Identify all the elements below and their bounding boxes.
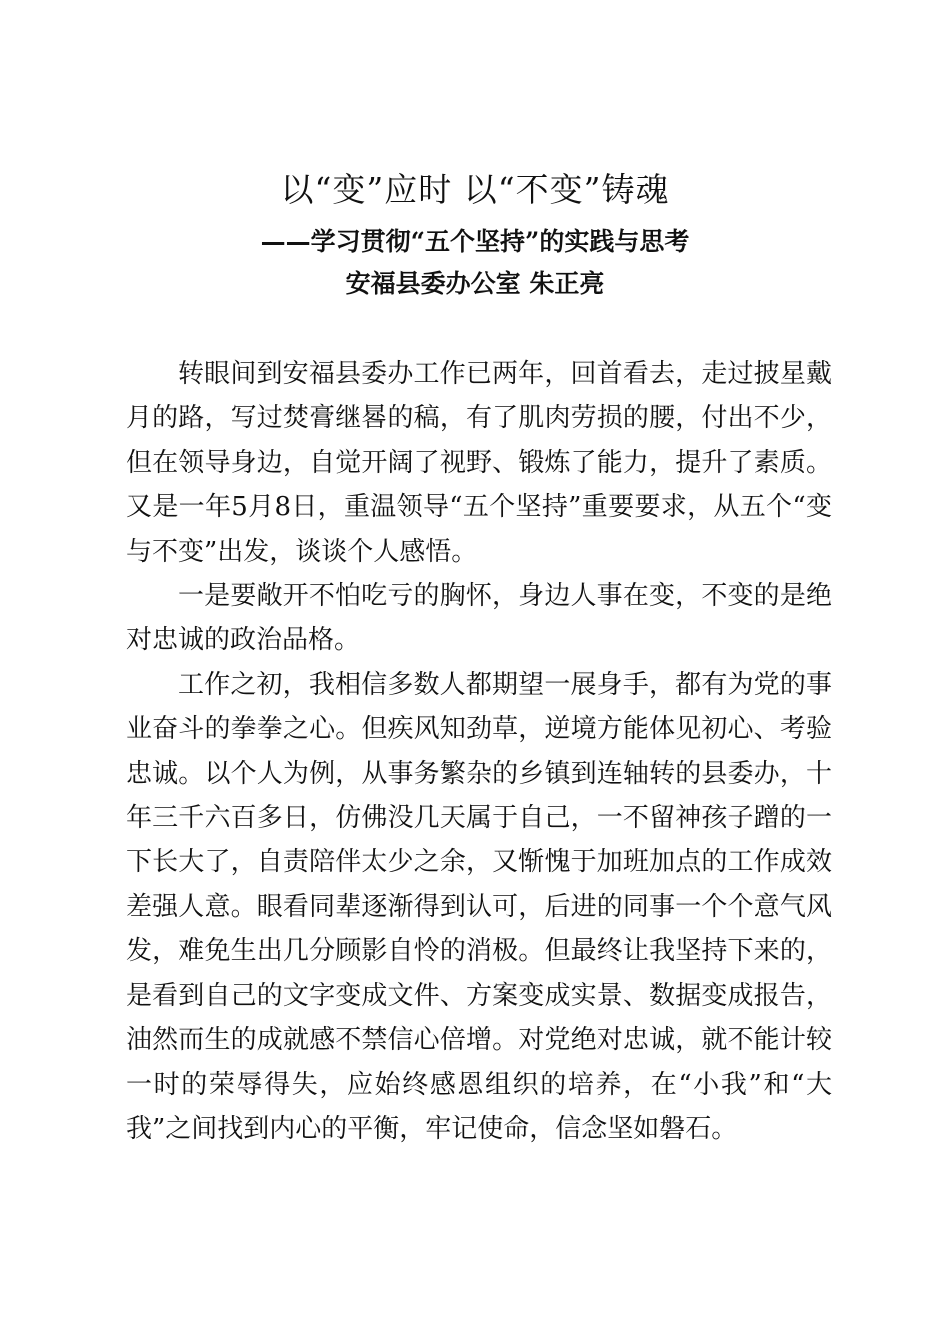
document-body: [126, 352, 832, 1151]
paragraph-point-one: 一是要敞开不怕吃亏的胸怀，身边人事在变，不变的是绝对忠诚的政治品格。: [126, 581, 832, 656]
paragraph-intro: 转眼间到安福县委办工作已两年，回首看去，走过披星戴月的路，写过焚膏继晷的稿，有了肌肉劳损的腰，付出不少，但在领导身边，自觉开阔了视野、锻炼了能力，提升了素质。又是一年5月8日，重温领导“五个坚持”重要要求，从五个“变与不变”出发，谈谈个人感悟。: [126, 359, 832, 567]
paragraph-point-one-detail: 工作之初，我相信多数人都期望一展身手，都有为党的事业奋斗的拳拳之心。但疾风知劲草，逆境方能体见初心、考验忠诚。以个人为例，从事务繁杂的乡镇到连轴转的县委办，十年三千六百多日，仿佛没几天属于自己，一不留神孩子蹭的一下长大了，自责陪伴太少之余，又惭愧于加班加点的工作成效差强人意。眼看同辈逐渐得到认可，后进的同事一个个意气风发，难免生出几分顾影自怜的消极。但最终让我坚持下来的，是看到自己的文字变成文件、方案变成实景、数据变成报告，油然而生的成就感不禁信心倍增。对党绝对忠诚，就不能计较一时的荣辱得失，应始终感恩组织的培养，在“小我”和“大我”之间找到内心的平衡，牢记使命，信念坚如磐石。: [126, 669, 832, 1144]
document-title: 以“变”应时 以“不变”铸魂: [280, 170, 670, 209]
document-author: 安福县委办公室 朱正亮: [345, 269, 605, 298]
document-subtitle: ——学习贯彻“五个坚持”的实践与思考: [260, 227, 690, 256]
